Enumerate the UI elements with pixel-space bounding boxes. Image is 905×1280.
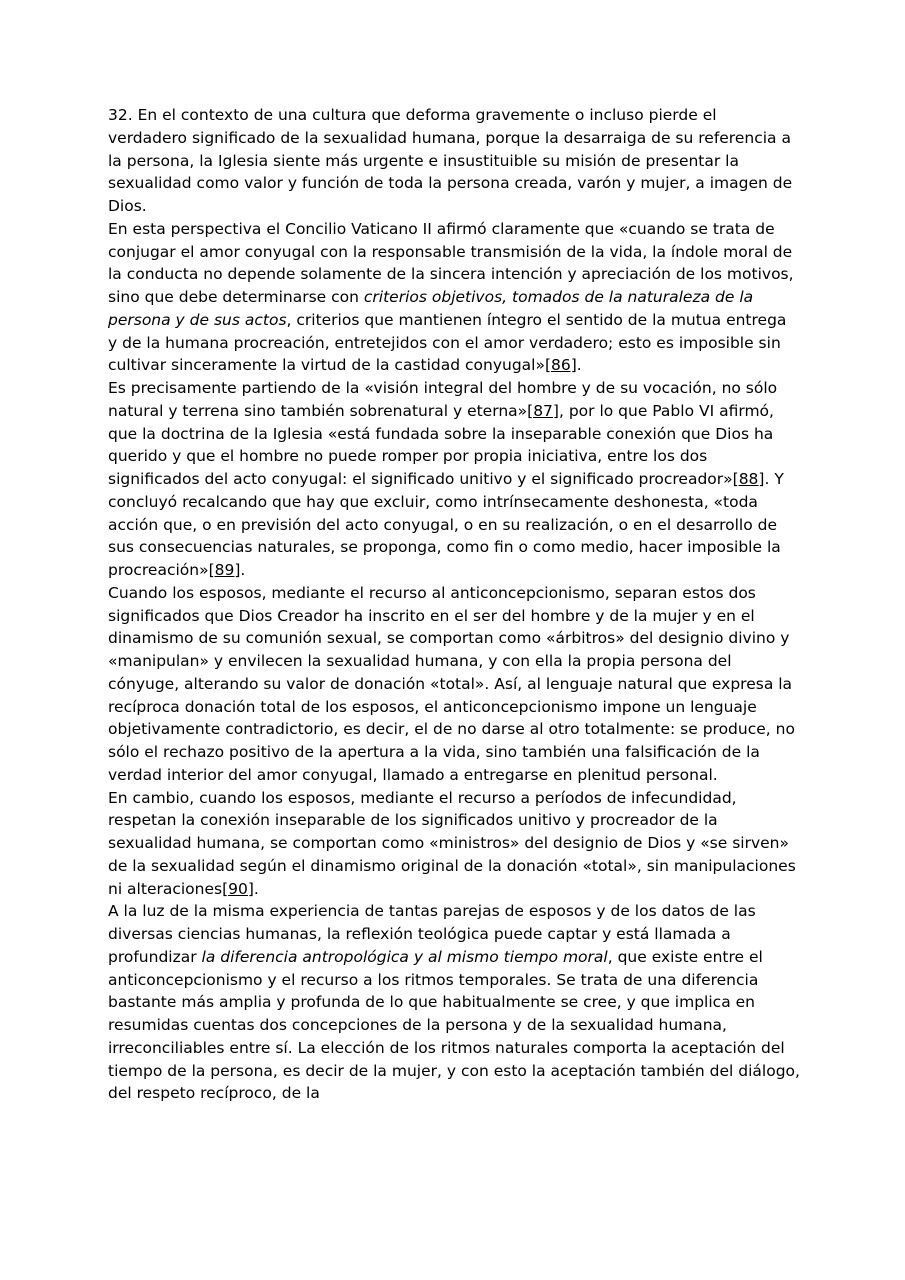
text-run: , por lo que Pablo VI afirmó, que la doctrina de la Iglesia «está fundada sobre la inseparable conexión que Dios ha querido y que el hombre no puede romper por propia iniciativa, entre los dos significados del acto conyugal: el significado unitivo y el significado procreador» [108,401,774,488]
footnote-link-86[interactable]: [86] [544,356,577,375]
paragraph [108,104,800,218]
text-run: A la luz de la misma experiencia de tantas parejas de esposos y de los datos de las diversas ciencias humanas, la reflexión teológica puede captar y está llamada a profundizar [108,902,756,966]
text-run: En cambio, cuando los esposos, mediante el recurso a períodos de infecundidad, respetan la conexión inseparable de los significados unitivo y procreador de la sexualidad humana, se comportan como «ministros» del designio de Dios y «se sirven» de la sexualidad según el dinamismo original de la donación «total», sin manipulaciones ni alteraciones [108,788,796,898]
paragraph [108,218,800,377]
footnote-link-87[interactable]: [87] [527,401,559,420]
italic-text-run: criterios objetivos, tomados de la naturaleza de la persona y de sus actos [108,288,754,329]
text-run: Es precisamente partiendo de la «visión integral del hombre y de su vocación, no sólo natural y terrena sino también sobrenatural y eterna» [108,379,778,420]
footnote-link-88[interactable]: [88] [732,470,765,488]
text-run: . [253,879,259,898]
text-run: Cuando los esposos, mediante el recurso al anticoncepcionismo, separan estos dos significados que Dios Creador ha inscrito en el ser del hombre y de la mujer y en el dinamismo de su comunión sexual, se comportan como «árbitros» del designio divino y «manipulan» y envilecen la sexualidad humana, y con ella la propia persona del cónyuge, alterando su valor de donación «total». Así, al lenguaje natural que expresa la recíproca donación total de los esposos, el anticoncepcionismo impone un lenguaje objetivamente contradictorio, es decir, el de no darse al otro totalmente: se produce, no sólo el rechazo positivo de la apertura a la vida, sino también una falsificación de la verdad interior del amor conyugal, llamado a entregarse en plenitud personal. [108,583,795,784]
paragraph [108,377,800,582]
text-run: . [576,356,582,375]
text-run: . [240,561,246,579]
footnote-link-89[interactable]: [89] [208,561,241,579]
text-run: , que existe entre el anticoncepcionismo y el recurso a los ritmos temporales. Se trata de una diferencia bastante más amplia y profunda de lo que habitualmente se cree, y que implica en resumidas cuentas dos concepciones de la persona y de la sexualidad humana, irreconciliables entre sí. La elección de los ritmos naturales comporta la aceptación del tiempo de la persona, es decir de la mujer, y con esto la aceptación también del diálogo, del respeto recíproco, de la [108,947,800,1103]
text-run: . Y concluyó recalcando que hay que excluir, como intrínsecamente deshonesta, «toda acción que, o en previsión del acto conyugal, o en su realización, o en el desarrollo de sus consecuencias naturales, se proponga, como fin o como medio, hacer imposible la procreación» [108,470,784,579]
italic-text-run: la diferencia antropológica y al mismo tiempo moral [201,947,608,966]
document-body [108,104,800,1105]
text-run: 32. En el contexto de una cultura que deforma gravemente o incluso pierde el verdadero significado de la sexualidad humana, porque la desarraiga de su referencia a la persona, la Iglesia siente más urgente e insustituible su misión de presentar la sexualidad como valor y función de toda la persona creada, varón y mujer, a imagen de Dios. [108,106,793,215]
footnote-link-90[interactable]: [90] [222,879,254,898]
paragraph [108,582,800,787]
paragraph [108,787,800,901]
text-run: , criterios que mantienen íntegro el sentido de la mutua entrega y de la humana procreación, entretejidos con el amor verdadero; esto es imposible sin cultivar sinceramente la virtud de la castidad conyugal» [108,310,787,375]
text-run: En esta perspectiva el Concilio Vaticano II afirmó claramente que «cuando se trata de conjugar el amor conyugal con la responsable transmisión de la vida, la índole moral de la conducta no depende solamente de la sincera intención y apreciación de los motivos, sino que debe determinarse con [108,219,794,306]
paragraph [108,900,800,1105]
